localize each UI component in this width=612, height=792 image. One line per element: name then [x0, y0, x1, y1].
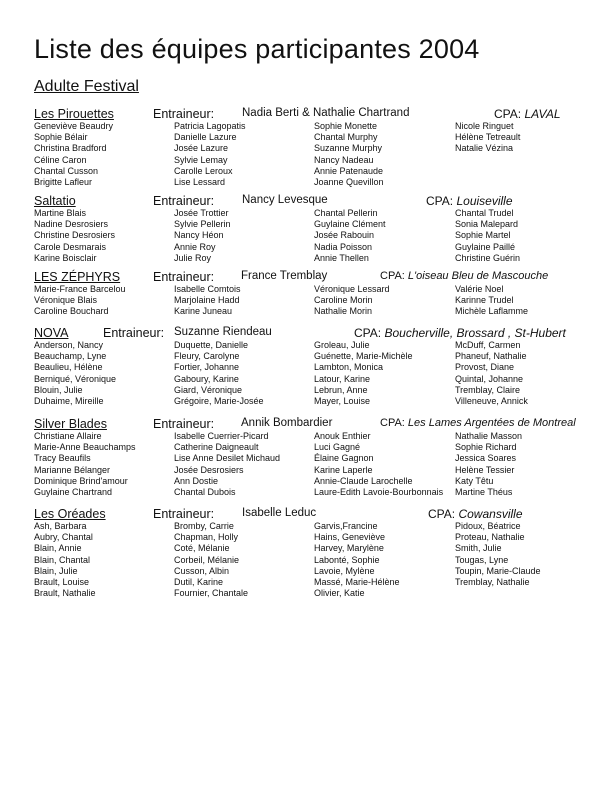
member-name: Élaine Gagnon [314, 453, 374, 464]
member-name: Martine Théus [455, 487, 513, 498]
team-name: LES ZÉPHYRS [34, 270, 121, 284]
member-name: Guylaine Clément [314, 219, 386, 230]
member-name: Julie Roy [174, 252, 212, 263]
member-name: Sophie Martel [455, 230, 511, 241]
member-column [34, 340, 116, 407]
member-column [174, 431, 280, 498]
member-name: Chantal Cusson [34, 165, 99, 176]
coach-name: France Tremblay [241, 270, 328, 282]
member-name: Véronique Lessard [314, 284, 390, 294]
member-name: Sylvie Pellerin [174, 219, 231, 230]
member-name: Lambton, Monica [314, 362, 384, 373]
member-name: Proteau, Nathalie [455, 532, 525, 543]
member-name: Anderson, Nancy [34, 340, 104, 350]
member-column [34, 121, 113, 188]
club-cpa [380, 417, 576, 429]
member-name: Christiane Allaire [34, 431, 102, 441]
member-column [314, 121, 384, 188]
team-block [0, 417, 612, 517]
member-name: Marianne Bélanger [34, 464, 111, 475]
member-name: Annie Roy [174, 241, 216, 252]
member-name: Christine Guérin [455, 252, 521, 263]
member-name: Corbeil, Mélanie [174, 554, 240, 565]
member-name: Josée Desrosiers [174, 464, 244, 475]
cpa-name: Cowansville [458, 507, 523, 521]
member-column [34, 208, 115, 264]
member-name: Guylaine Chartrand [34, 487, 113, 498]
cpa-name: LAVAL [524, 107, 561, 121]
team-block [0, 326, 612, 426]
member-name: Blain, Chantal [34, 554, 91, 565]
member-name: Massé, Marie-Hélène [314, 577, 400, 588]
member-column [174, 521, 248, 599]
member-name: Smith, Julie [455, 543, 502, 554]
member-name: Luci Gagné [314, 442, 361, 453]
member-name: Gaboury, Karine [174, 373, 239, 384]
member-name: Caroline Morin [314, 295, 373, 306]
member-name: Marjolaine Hadd [174, 295, 240, 306]
member-name: Latour, Karine [314, 373, 371, 384]
cpa-name: Les Lames Argentées de Montreal [407, 417, 576, 429]
member-name: Lavoie, Mylène [314, 565, 375, 576]
member-name: Sonia Malepard [455, 219, 519, 230]
member-name: Natalie Vézina [455, 143, 514, 154]
member-name: Grégoire, Marie-Josée [174, 396, 264, 407]
member-name: Nathalie Masson [455, 431, 523, 441]
member-name: Nadine Desrosiers [34, 219, 109, 230]
coach-label: Entraineur: [153, 194, 215, 208]
member-name: Berniqué, Véronique [34, 373, 117, 384]
member-name: Martine Blais [34, 208, 87, 218]
member-name: Giard, Véronique [174, 384, 243, 395]
member-name: Marie-France Barcelou [34, 284, 126, 294]
member-name: Annie Patenaude [314, 165, 384, 176]
member-name: Villeneuve, Annick [455, 396, 528, 407]
team-block [0, 507, 612, 607]
member-name: Ash, Barbara [34, 521, 87, 531]
member-column [455, 121, 520, 155]
member-column [455, 521, 541, 588]
member-name: Pidoux, Béatrice [455, 521, 521, 531]
cpa-name: Louiseville [456, 194, 513, 208]
member-name: Josée Rabouin [314, 230, 375, 241]
team-name: Silver Blades [34, 417, 107, 431]
member-name: Patricia Lagopatis [174, 121, 246, 131]
member-name: Laure-Edith Lavoie-Bourbonnais [314, 487, 444, 498]
member-name: Provost, Diane [455, 362, 515, 373]
member-name: Geneviève Beaudry [34, 121, 114, 131]
coach-label: Entraineur: [153, 417, 215, 431]
member-name: Isabelle Comtois [174, 284, 241, 294]
member-column [34, 521, 96, 599]
member-name: Brigitte Lafleur [34, 177, 93, 188]
member-name: Mayer, Louise [314, 396, 371, 407]
member-name: Lise Anne Desilet Michaud [174, 453, 281, 464]
member-name: Tougas, Lyne [455, 554, 509, 565]
member-column [34, 284, 126, 318]
member-name: Josée Trottier [174, 208, 229, 218]
member-name: Hélène Tetreault [455, 132, 521, 143]
member-name: Tremblay, Nathalie [455, 577, 530, 588]
cpa-label: CPA: [380, 270, 405, 282]
coach-label: Entraineur: [153, 507, 215, 521]
member-column [314, 521, 400, 599]
member-name: Catherine Daigneault [174, 442, 259, 453]
member-name: Blouin, Julie [34, 384, 83, 395]
member-name: Beaulieu, Hélène [34, 362, 103, 373]
member-name: Nadia Poisson [314, 241, 373, 252]
member-name: Chantal Trudel [455, 208, 514, 218]
club-cpa [426, 194, 513, 208]
member-name: Lebrun, Anne [314, 384, 368, 395]
member-name: Christina Bradford [34, 143, 107, 154]
member-name: Tremblay, Claire [455, 384, 521, 395]
club-cpa [428, 507, 523, 521]
member-column [174, 121, 246, 188]
member-name: Isabelle Cuerrier-Picard [174, 431, 269, 441]
member-name: Guénette, Marie-Michèle [314, 351, 413, 362]
member-name: Cusson, Albin [174, 565, 230, 576]
member-name: Duquette, Danielle [174, 340, 249, 350]
member-name: Aubry, Chantal [34, 532, 93, 543]
club-cpa [380, 270, 548, 282]
member-name: Michèle Laflamme [455, 306, 529, 317]
member-name: Sophie Monette [314, 121, 378, 131]
member-name: Carole Desmarais [34, 241, 107, 252]
member-name: Phaneuf, Nathalie [455, 351, 527, 362]
member-name: Brault, Louise [34, 577, 90, 588]
member-name: McDuff, Carmen [455, 340, 521, 350]
cpa-label: CPA: [380, 417, 405, 429]
member-column [455, 340, 528, 407]
member-name: Christine Desrosiers [34, 230, 116, 241]
member-name: Carolle Leroux [174, 165, 233, 176]
member-name: Chantal Dubois [174, 487, 236, 498]
member-name: Ann Dostie [174, 475, 219, 486]
member-name: Karine Boisclair [34, 252, 97, 263]
member-name: Valérie Noel [455, 284, 504, 294]
member-name: Chantal Murphy [314, 132, 378, 143]
member-name: Danielle Lazure [174, 132, 237, 143]
member-column [174, 208, 231, 264]
team-name: Les Oréades [34, 507, 106, 521]
coach-name: Annik Bombardier [241, 417, 333, 429]
coach-name: Nancy Levesque [242, 194, 328, 206]
cpa-label: CPA: [428, 507, 456, 521]
member-name: Karinne Trudel [455, 295, 514, 306]
member-name: Dutil, Karine [174, 577, 224, 588]
club-cpa [494, 107, 561, 121]
member-column [455, 431, 522, 498]
member-name: Annie-Claude Larochelle [314, 475, 413, 486]
member-column [174, 340, 264, 407]
member-name: Sophie Bélair [34, 132, 88, 143]
member-name: Groleau, Julie [314, 340, 370, 350]
member-name: Véronique Blais [34, 295, 98, 306]
member-name: Quintal, Johanne [455, 373, 524, 384]
member-name: Blain, Julie [34, 565, 78, 576]
member-name: Nancy Nadeau [314, 154, 374, 165]
member-name: Blain, Annie [34, 543, 82, 554]
member-name: Joanne Quevillon [314, 177, 384, 188]
cpa-name: Boucherville, Brossard , St-Hubert [384, 326, 566, 340]
member-name: Nicole Ringuet [455, 121, 514, 131]
member-name: Fortier, Johanne [174, 362, 240, 373]
team-name: Saltatio [34, 194, 76, 208]
member-name: Chapman, Holly [174, 532, 239, 543]
coach-name: Nadia Berti & Nathalie Chartrand [242, 107, 410, 119]
member-column [314, 208, 386, 264]
member-name: Céline Caron [34, 154, 87, 165]
member-name: Tracy Beaufils [34, 453, 91, 464]
member-name: Sophie Richard [455, 442, 517, 453]
member-name: Hains, Geneviève [314, 532, 386, 543]
cpa-label: CPA: [494, 107, 522, 121]
member-name: Coté, Mélanie [174, 543, 230, 554]
coach-label: Entraineur: [103, 326, 165, 340]
member-name: Sylvie Lemay [174, 154, 228, 165]
member-name: Josée Lazure [174, 143, 229, 154]
member-name: Chantal Pellerin [314, 208, 378, 218]
member-name: Karine Juneau [174, 306, 233, 317]
page-subtitle: Adulte Festival [34, 78, 139, 95]
coach-name: Isabelle Leduc [242, 507, 317, 519]
member-column [455, 284, 528, 318]
member-name: Annie Thellen [314, 252, 369, 263]
member-name: Garvis,Francine [314, 521, 378, 531]
member-name: Caroline Bouchard [34, 306, 109, 317]
team-name: Les Pirouettes [34, 107, 114, 121]
member-name: Bromby, Carrie [174, 521, 234, 531]
member-name: Brault, Nathalie [34, 588, 96, 599]
member-name: Lise Lessard [174, 177, 226, 188]
club-cpa [354, 326, 566, 340]
member-name: Harvey, Marylène [314, 543, 384, 554]
member-name: Olivier, Katie [314, 588, 365, 599]
member-name: Nathalie Morin [314, 306, 373, 317]
member-name: Labonté, Sophie [314, 554, 380, 565]
member-name: Duhaime, Mireille [34, 396, 104, 407]
member-name: Nancy Héon [174, 230, 224, 241]
member-name: Beauchamp, Lyne [34, 351, 107, 362]
coach-name: Suzanne Riendeau [174, 326, 272, 338]
team-name: NOVA [34, 326, 69, 340]
member-name: Toupin, Marie-Claude [455, 565, 541, 576]
member-name: Helène Tessier [455, 464, 515, 475]
member-name: Suzanne Murphy [314, 143, 383, 154]
member-column [314, 284, 390, 318]
member-name: Marie-Anne Beauchamps [34, 442, 136, 453]
member-name: Jessica Soares [455, 453, 517, 464]
member-name: Karine Laperle [314, 464, 373, 475]
member-column [174, 284, 241, 318]
member-name: Fournier, Chantale [174, 588, 249, 599]
member-column [455, 208, 520, 264]
member-name: Katy Têtu [455, 475, 494, 486]
member-name: Dominique Brind'amour [34, 475, 128, 486]
cpa-label: CPA: [354, 326, 382, 340]
coach-label: Entraineur: [153, 107, 215, 121]
member-column [314, 340, 413, 407]
page-title: Liste des équipes participantes 2004 [34, 34, 480, 64]
member-name: Fleury, Carolyne [174, 351, 240, 362]
member-column [314, 431, 443, 498]
team-block [0, 107, 612, 207]
member-name: Guylaine Paillé [455, 241, 516, 252]
member-column [34, 431, 136, 498]
coach-label: Entraineur: [153, 270, 215, 284]
cpa-label: CPA: [426, 194, 454, 208]
cpa-name: L'oiseau Bleu de Mascouche [407, 270, 549, 282]
member-name: Anouk Enthier [314, 431, 371, 441]
